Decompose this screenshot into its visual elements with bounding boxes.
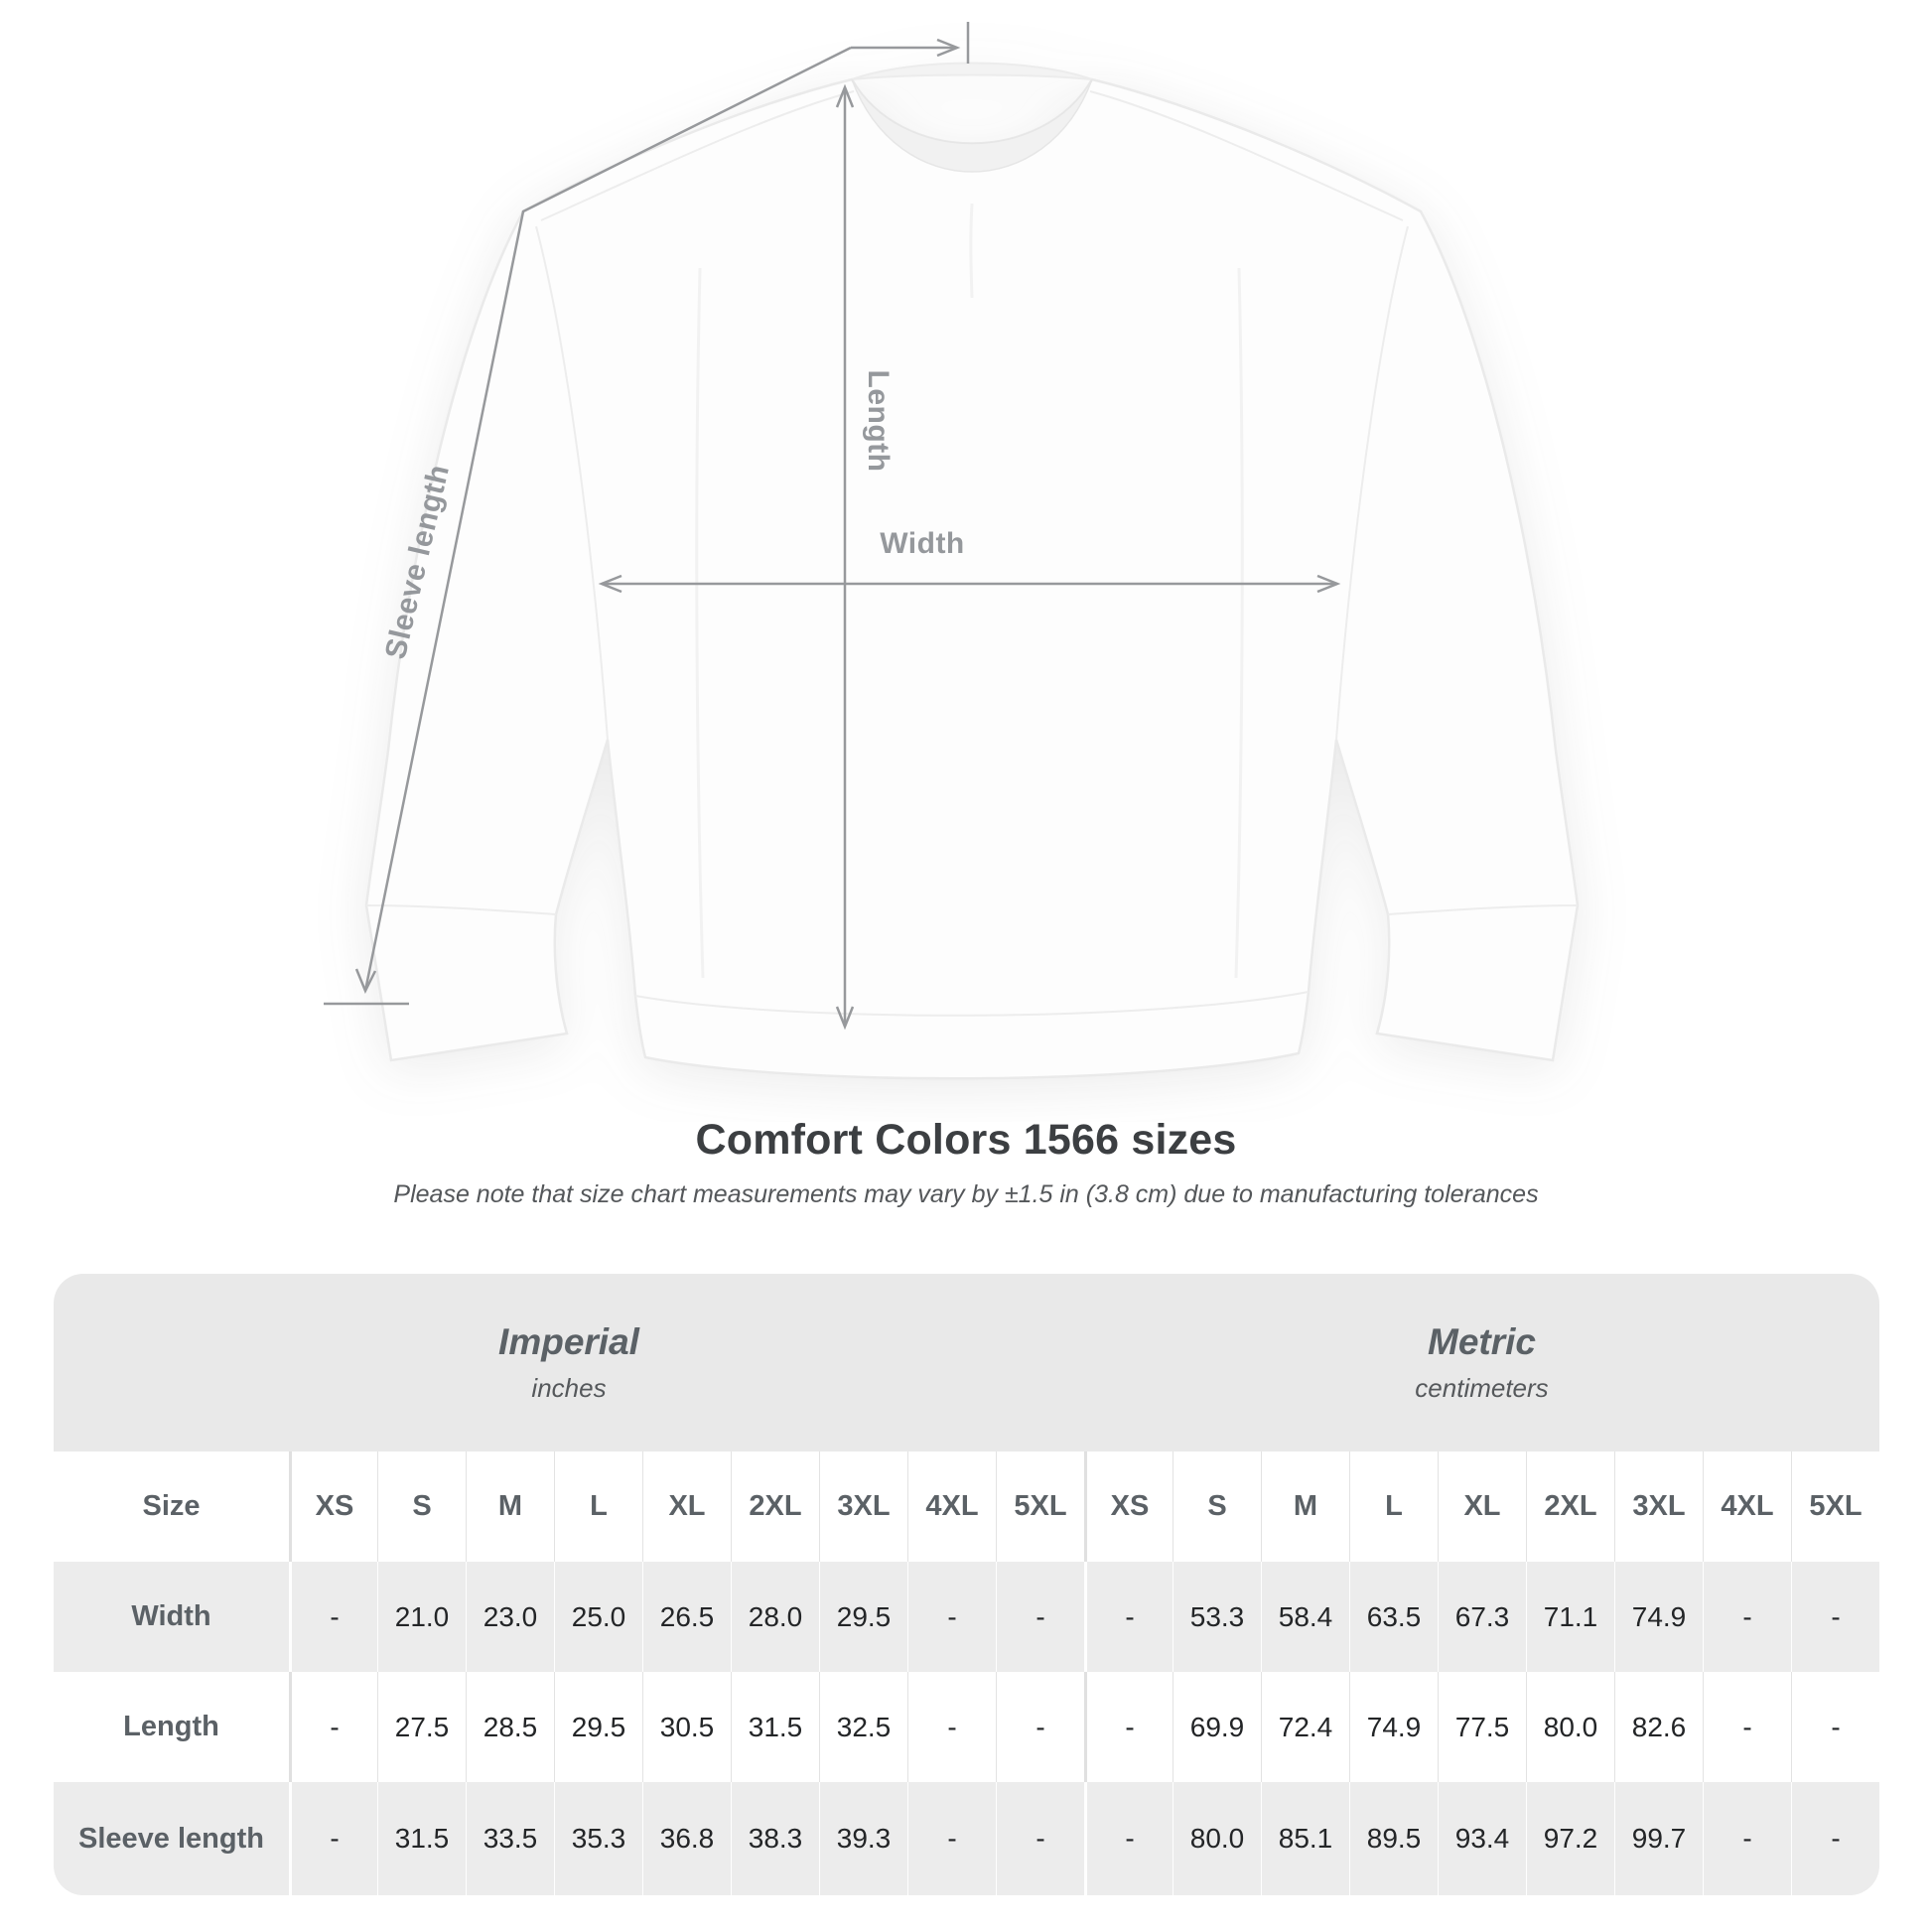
- collar-back: [852, 64, 1092, 80]
- length-measure-label: Length: [862, 369, 895, 473]
- width-measure-label: Width: [880, 527, 965, 560]
- unit-group-sublabel: centimeters: [1415, 1373, 1549, 1403]
- unit-group-sublabel: inches: [531, 1373, 607, 1403]
- size-col-header: 3XL: [1614, 1451, 1703, 1562]
- imperial-value-cell: -: [996, 1672, 1084, 1782]
- row-label: Sleeve length: [54, 1782, 289, 1895]
- size-col-header: 4XL: [907, 1451, 996, 1562]
- size-col-header: 2XL: [731, 1451, 819, 1562]
- imperial-value-cell: 23.0: [466, 1562, 554, 1672]
- imperial-value-cell: 38.3: [731, 1782, 819, 1895]
- imperial-value-cell: -: [907, 1562, 996, 1672]
- size-col-header: L: [554, 1451, 642, 1562]
- unit-group-label: Metric: [1428, 1321, 1536, 1362]
- metric-value-cell: -: [1791, 1672, 1879, 1782]
- metric-value-cell: 72.4: [1261, 1672, 1349, 1782]
- imperial-value-cell: 25.0: [554, 1562, 642, 1672]
- chart-heading: [0, 1116, 1932, 1209]
- imperial-value-cell: 31.5: [731, 1672, 819, 1782]
- tolerance-note: Please note that size chart measurements may vary by ±1.5 in (3.8 cm) due to manufacturing tolerances: [393, 1180, 1539, 1208]
- row-label: Width: [54, 1562, 289, 1672]
- metric-value-cell: 80.0: [1526, 1672, 1614, 1782]
- imperial-value-cell: -: [996, 1562, 1084, 1672]
- metric-value-cell: 67.3: [1438, 1562, 1526, 1672]
- size-col-header: XL: [642, 1451, 731, 1562]
- metric-value-cell: 69.9: [1173, 1672, 1261, 1782]
- imperial-value-cell: -: [289, 1672, 377, 1782]
- unit-group-label: Imperial: [498, 1321, 639, 1362]
- size-col-header: XS: [1084, 1451, 1173, 1562]
- sleeve-length-measure-label: Sleeve length: [378, 461, 457, 662]
- size-col-header: XL: [1438, 1451, 1526, 1562]
- row-label: Length: [54, 1672, 289, 1782]
- unit-group-metric: [1084, 1274, 1879, 1451]
- imperial-value-cell: 29.5: [819, 1562, 907, 1672]
- size-col-header: 4XL: [1703, 1451, 1791, 1562]
- size-col-header: 5XL: [1791, 1451, 1879, 1562]
- metric-value-cell: 63.5: [1349, 1562, 1438, 1672]
- imperial-value-cell: -: [289, 1562, 377, 1672]
- imperial-value-cell: 29.5: [554, 1672, 642, 1782]
- size-column-header: Size: [54, 1451, 289, 1562]
- metric-value-cell: 53.3: [1173, 1562, 1261, 1672]
- size-col-header: 2XL: [1526, 1451, 1614, 1562]
- metric-value-cell: -: [1703, 1782, 1791, 1895]
- size-col-header: XS: [289, 1451, 377, 1562]
- imperial-value-cell: 36.8: [642, 1782, 731, 1895]
- metric-value-cell: -: [1084, 1672, 1173, 1782]
- imperial-value-cell: 27.5: [377, 1672, 466, 1782]
- imperial-value-cell: 31.5: [377, 1782, 466, 1895]
- metric-value-cell: -: [1084, 1782, 1173, 1895]
- size-table: [54, 1274, 1879, 1895]
- size-col-header: S: [377, 1451, 466, 1562]
- page-title: Comfort Colors 1566 sizes: [695, 1116, 1237, 1164]
- metric-value-cell: -: [1791, 1562, 1879, 1672]
- metric-value-cell: 99.7: [1614, 1782, 1703, 1895]
- metric-value-cell: 85.1: [1261, 1782, 1349, 1895]
- imperial-value-cell: -: [907, 1672, 996, 1782]
- imperial-value-cell: 32.5: [819, 1672, 907, 1782]
- metric-value-cell: 93.4: [1438, 1782, 1526, 1895]
- imperial-value-cell: 28.5: [466, 1672, 554, 1782]
- metric-value-cell: 58.4: [1261, 1562, 1349, 1672]
- size-col-header: 3XL: [819, 1451, 907, 1562]
- imperial-value-cell: 35.3: [554, 1782, 642, 1895]
- imperial-value-cell: 26.5: [642, 1562, 731, 1672]
- imperial-value-cell: -: [907, 1782, 996, 1895]
- size-col-header: M: [1261, 1451, 1349, 1562]
- metric-value-cell: 74.9: [1349, 1672, 1438, 1782]
- imperial-value-cell: -: [289, 1782, 377, 1895]
- size-col-header: S: [1173, 1451, 1261, 1562]
- unit-group-imperial: [54, 1274, 1084, 1451]
- metric-value-cell: 89.5: [1349, 1782, 1438, 1895]
- size-col-header: L: [1349, 1451, 1438, 1562]
- metric-value-cell: -: [1703, 1672, 1791, 1782]
- size-col-header: M: [466, 1451, 554, 1562]
- metric-value-cell: 82.6: [1614, 1672, 1703, 1782]
- metric-value-cell: -: [1084, 1562, 1173, 1672]
- imperial-value-cell: -: [996, 1782, 1084, 1895]
- metric-value-cell: 71.1: [1526, 1562, 1614, 1672]
- imperial-value-cell: 30.5: [642, 1672, 731, 1782]
- metric-value-cell: 74.9: [1614, 1562, 1703, 1672]
- metric-value-cell: -: [1791, 1782, 1879, 1895]
- imperial-value-cell: 39.3: [819, 1782, 907, 1895]
- metric-value-cell: 77.5: [1438, 1672, 1526, 1782]
- imperial-value-cell: 28.0: [731, 1562, 819, 1672]
- imperial-value-cell: 33.5: [466, 1782, 554, 1895]
- imperial-value-cell: 21.0: [377, 1562, 466, 1672]
- size-col-header: 5XL: [996, 1451, 1084, 1562]
- metric-value-cell: 80.0: [1173, 1782, 1261, 1895]
- metric-value-cell: -: [1703, 1562, 1791, 1672]
- metric-value-cell: 97.2: [1526, 1782, 1614, 1895]
